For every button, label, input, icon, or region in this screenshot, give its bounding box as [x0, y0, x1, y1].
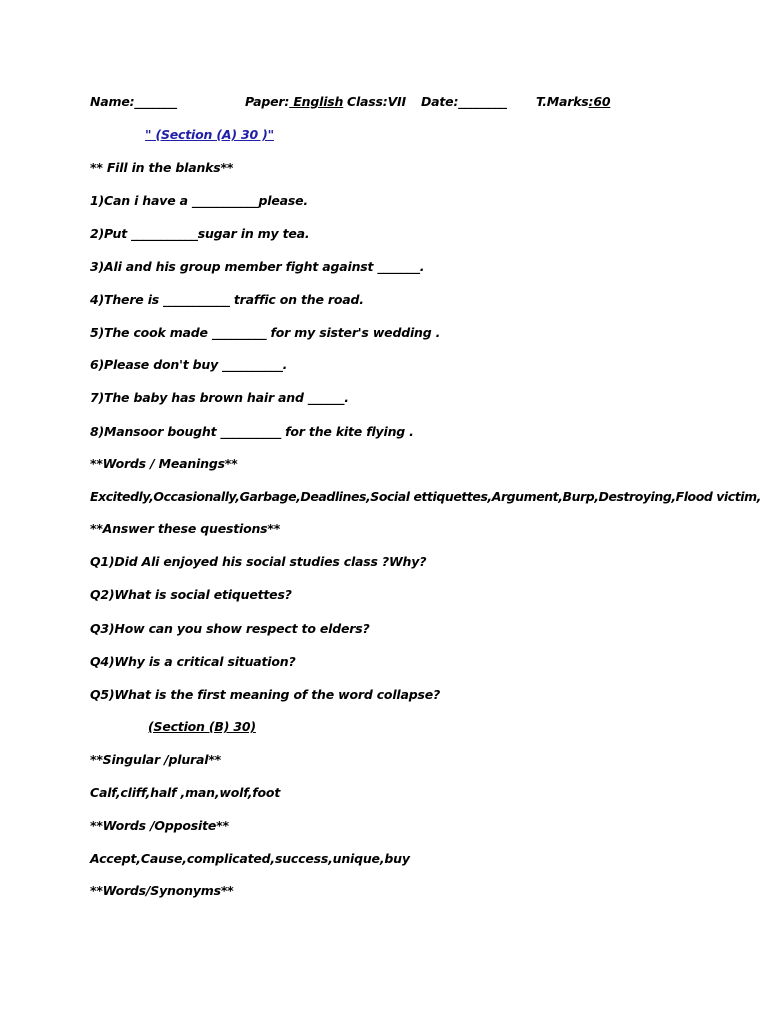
fill-item: 3)Ali and his group member fight against _______. [90, 259, 425, 274]
words-meanings-heading: **Words / Meanings** [90, 456, 238, 471]
fill-item: 8)Mansoor bought __________ for the kite flying . [90, 424, 414, 439]
fill-blanks-heading: ** Fill in the blanks** [90, 160, 234, 175]
paper-field [245, 94, 343, 109]
marks-value: :60 [588, 94, 611, 109]
fill-item: 2)Put ___________sugar in my tea. [90, 226, 310, 241]
section-b-title: (Section (B) 30) [148, 719, 256, 734]
words-opposite-list: Accept,Cause,complicated,success,unique,buy [90, 851, 410, 866]
questions-heading: **Answer these questions** [90, 521, 281, 536]
question-item: Q3)How can you show respect to elders? [90, 621, 370, 636]
singular-plural-list: Calf,cliff,half ,man,wolf,foot [90, 785, 281, 800]
fill-item: 5)The cook made _________ for my sister's wedding . [90, 325, 441, 340]
words-opposite-heading: **Words /Opposite** [90, 818, 229, 833]
question-item: Q4)Why is a critical situation? [90, 654, 296, 669]
name-label: Name: [90, 94, 135, 109]
words-meanings-list: Excitedly,Occasionally,Garbage,Deadlines,Social ettiquettes,Argument,Burp,Destroying,Flood victim, [90, 489, 761, 504]
paper-value: English [289, 94, 344, 109]
question-item: Q5)What is the first meaning of the word collapse? [90, 687, 441, 702]
section-a-title: " (Section (A) 30 )" [145, 127, 274, 142]
question-item: Q2)What is social etiquettes? [90, 587, 292, 602]
fill-item: 7)The baby has brown hair and ______. [90, 390, 349, 405]
question-item: Q1)Did Ali enjoyed his social studies class ?Why? [90, 554, 427, 569]
marks-label: T.Marks [536, 94, 589, 109]
class-field: Class:VII [347, 94, 406, 109]
date-field [421, 94, 507, 109]
singular-plural-heading: **Singular /plural** [90, 752, 221, 767]
name-field [90, 94, 177, 109]
date-blank: ________ [458, 94, 507, 109]
fill-item: 4)There is ___________ traffic on the road. [90, 292, 364, 307]
total-marks-field [536, 94, 610, 109]
name-blank: _______ [134, 94, 177, 109]
words-synonyms-heading: **Words/Synonyms** [90, 883, 234, 898]
fill-item: 6)Please don't buy __________. [90, 357, 288, 372]
fill-item: 1)Can i have a ___________please. [90, 193, 308, 208]
date-label: Date: [421, 94, 459, 109]
paper-label: Paper: [245, 94, 290, 109]
